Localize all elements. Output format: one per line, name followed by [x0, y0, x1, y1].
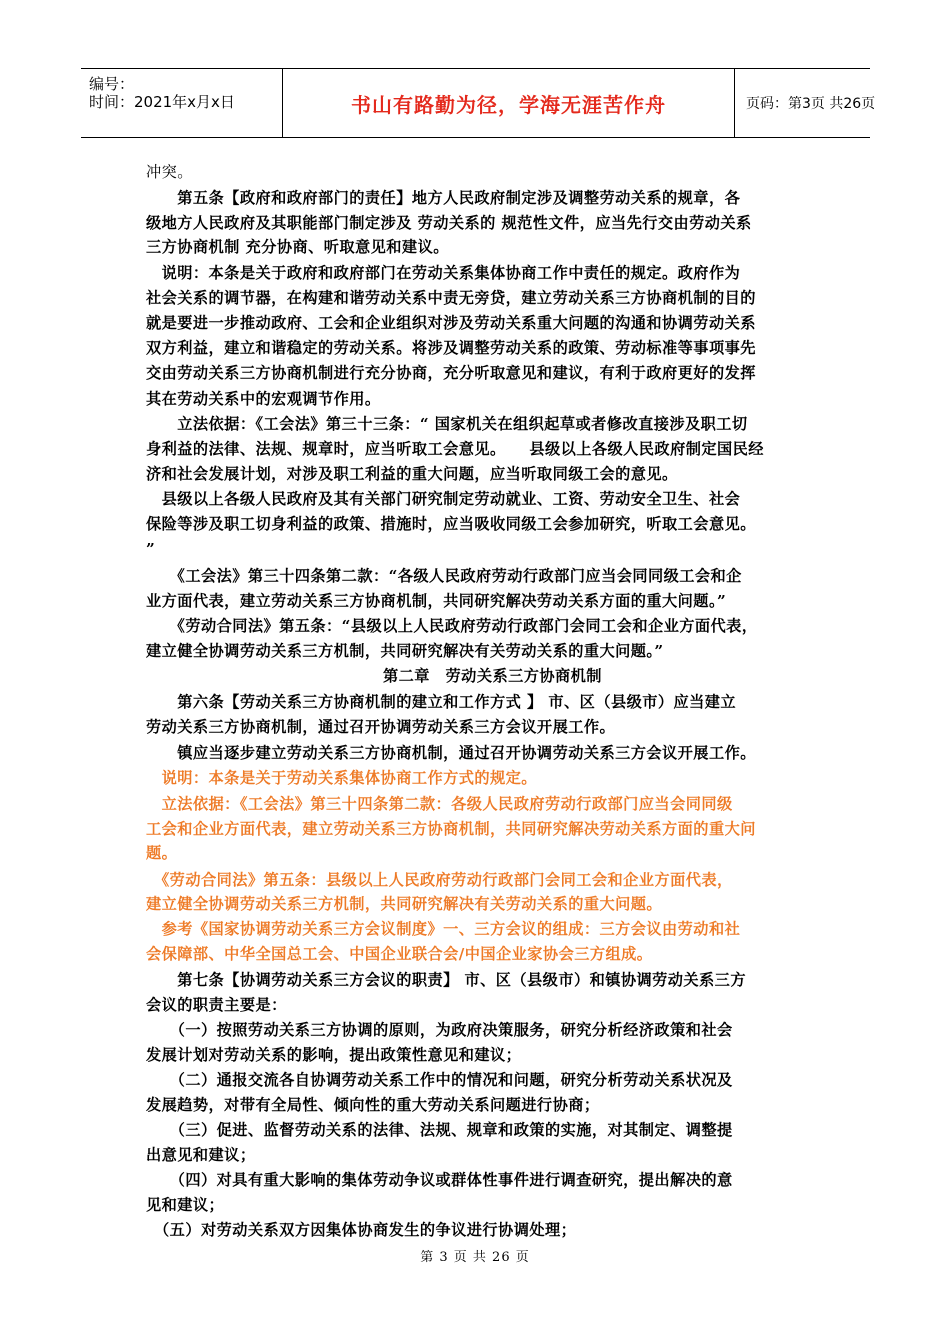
- body-line: （一）按照劳动关系三方协调的原则，为政府决策服务，研究分析经济政策和社会: [146, 1021, 733, 1039]
- date-label: 时间：2021年x月x日: [89, 93, 235, 111]
- body-line: 建立健全协调劳动关系三方机制，共同研究解决有关劳动关系的重大问题。”: [146, 642, 664, 660]
- body-line: 参考《国家协调劳动关系三方会议制度》一、三方会议的组成：三方会议由劳动和社: [146, 920, 741, 938]
- body-line: 第七条【协调劳动关系三方会议的职责】 市、区（县级市）和镇协调劳动关系三方: [146, 971, 746, 989]
- body-line: 《劳动合同法》第五条：县级以上人民政府劳动行政部门会同工会和企业方面代表，: [146, 871, 733, 889]
- body-line: 镇应当逐步建立劳动关系三方协商机制，通过召开协调劳动关系三方会议开展工作。: [146, 744, 756, 762]
- body-line: 三方协商机制 充分协商、听取意见和建议。: [146, 238, 449, 256]
- body-line: 《劳动合同法》第五条：“县级以上人民政府劳动行政部门会同工会和企业方面代表，: [146, 617, 758, 635]
- body-line: 建立健全协调劳动关系三方机制，共同研究解决有关劳动关系的重大问题。: [146, 895, 663, 913]
- body-line: 其在劳动关系中的宏观调节作用。: [146, 390, 381, 408]
- body-line: （二）通报交流各自协调劳动关系工作中的情况和问题，研究分析劳动关系状况及: [146, 1071, 733, 1089]
- chapter-heading: 第二章 劳动关系三方协商机制: [383, 667, 602, 685]
- body-line: （三）促进、监督劳动关系的法律、法规、规章和政策的实施，对其制定、调整提: [146, 1121, 733, 1139]
- body-line: 会议的职责主要是：: [146, 996, 287, 1014]
- body-line: 县级以上各级人民政府及其有关部门研究制定劳动就业、工资、劳动安全卫生、社会: [146, 490, 741, 508]
- body-line: 说明：本条是关于政府和政府部门在劳动关系集体协商工作中责任的规定。政府作为: [146, 264, 741, 282]
- doc-number-label: 编号：: [89, 75, 135, 93]
- body-line: 说明：本条是关于劳动关系集体协商工作方式的规定。: [146, 769, 537, 787]
- body-line: 冲突。: [146, 163, 193, 181]
- body-line: 立法依据：《工会法》第三十三条：“ 国家机关在组织起草或者修改直接涉及职工切: [146, 415, 748, 433]
- header-page-info: 页码：第3页 共26页: [746, 96, 876, 112]
- body-line: 工会和企业方面代表，建立劳动关系三方协商机制，共同研究解决劳动关系方面的重大问: [146, 820, 756, 838]
- body-line: 社会关系的调节器，在构建和谐劳动关系中责无旁贷，建立劳动关系三方协商机制的目的: [146, 289, 756, 307]
- body-line: 保险等涉及职工切身利益的政策、措施时，应当吸收同级工会参加研究，听取工会意见。: [146, 515, 756, 533]
- header-motto: 书山有路勤为径，学海无涯苦作舟: [283, 69, 735, 137]
- header-table: [81, 68, 876, 138]
- body-line: 出意见和建议；: [146, 1146, 256, 1164]
- body-line: 第六条【劳动关系三方协商机制的建立和工作方式 】 市、区（县级市）应当建立: [146, 693, 737, 711]
- body-line: 双方利益，建立和谐稳定的劳动关系。将涉及调整劳动关系的政策、劳动标准等事项事先: [146, 339, 756, 357]
- body-line: 发展计划对劳动关系的影响，提出政策性意见和建议；: [146, 1046, 522, 1064]
- body-line: 题。: [146, 844, 178, 862]
- header-meta-cell: [81, 69, 283, 137]
- body-line: 业方面代表，建立劳动关系三方协商机制，共同研究解决劳动关系方面的重大问题。”: [146, 592, 727, 610]
- body-line: ”: [146, 540, 156, 558]
- body-line: 级地方人民政府及其职能部门制定涉及 劳动关系的 规范性文件，应当先行交由劳动关系: [146, 214, 752, 232]
- body-line: 立法依据：《工会法》第三十四条第二款：各级人民政府劳动行政部门应当会同同级: [146, 795, 733, 813]
- body-line: 第五条【政府和政府部门的责任】地方人民政府制定涉及调整劳动关系的规章，各: [146, 189, 741, 207]
- body-line: 《工会法》第三十四条第二款：“各级人民政府劳动行政部门应当会同同级工会和企: [146, 567, 742, 585]
- body-line: 身利益的法律、法规、规章时，应当听取工会意见。 县级以上各级人民政府制定国民经: [146, 440, 764, 458]
- body-line: 交由劳动关系三方协商机制进行充分协商，充分听取意见和建议，有利于政府更好的发挥: [146, 364, 756, 382]
- body-line: 见和建议；: [146, 1196, 225, 1214]
- body-line: （四）对具有重大影响的集体劳动争议或群体性事件进行调查研究，提出解决的意: [146, 1171, 733, 1189]
- body-line: 会保障部、中华全国总工会、中国企业联合会/中国企业家协会三方组成。: [146, 945, 653, 963]
- body-line: 发展趋势，对带有全局性、倾向性的重大劳动关系问题进行协商；: [146, 1096, 600, 1114]
- body-line: （五）对劳动关系双方因集体协商发生的争议进行协调处理；: [146, 1221, 577, 1239]
- page-footer: 第 3 页 共 26 页: [420, 1250, 530, 1265]
- body-line: 济和社会发展计划，对涉及职工利益的重大问题，应当听取同级工会的意见。: [146, 465, 678, 483]
- body-line: 劳动关系三方协商机制，通过召开协调劳动关系三方会议开展工作。: [146, 718, 616, 736]
- body-line: 就是要进一步推动政府、工会和企业组织对涉及劳动关系重大问题的沟通和协调劳动关系: [146, 314, 756, 332]
